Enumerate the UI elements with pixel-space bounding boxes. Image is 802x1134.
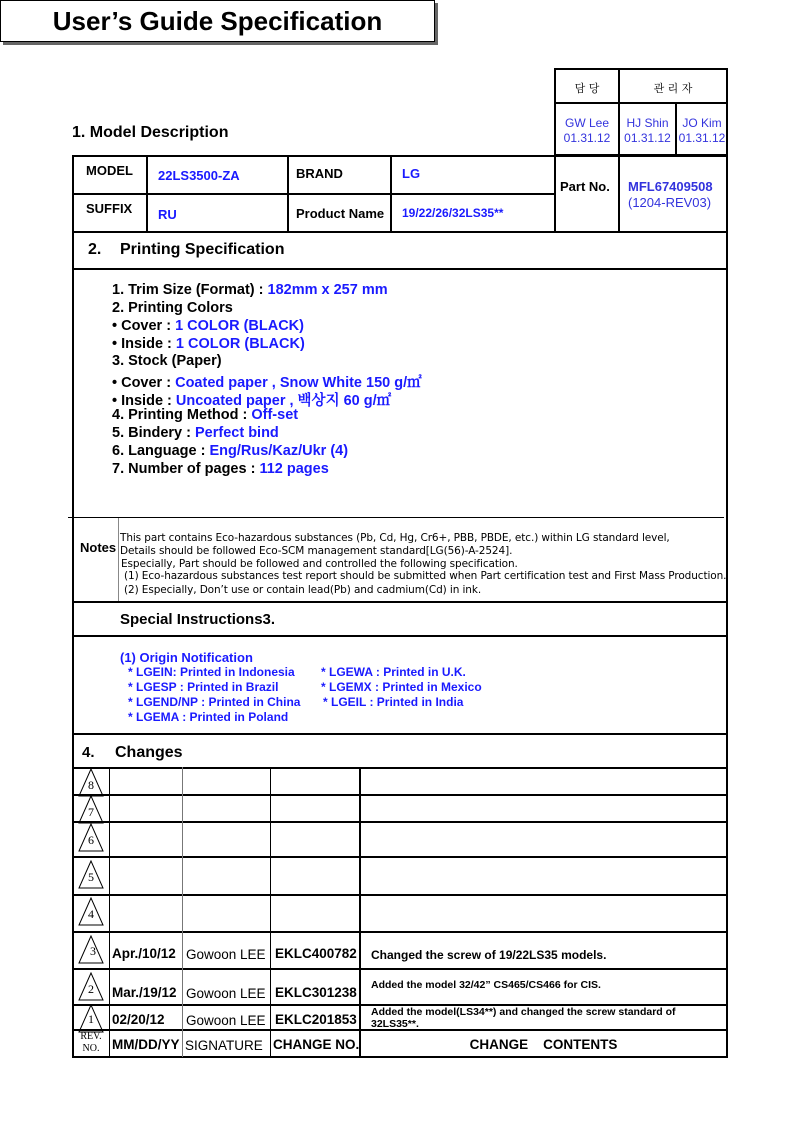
approval-signer: JO Kim 01.31.12	[678, 116, 726, 145]
revision-number: 4	[88, 907, 94, 921]
section-model-description-title: 1. Model Description	[72, 124, 229, 141]
approval-header-manager: 관 리 자	[653, 82, 693, 95]
special-instructions-title: Special Instructions3.	[120, 611, 276, 628]
printing-spec-number: 2.	[88, 241, 102, 258]
spec-printing-method: 4. Printing Method : Off-set	[112, 407, 299, 423]
column-header-date: MM/DD/YY	[112, 1037, 180, 1052]
revision-number: 3	[90, 944, 96, 958]
revision-number: 5	[88, 870, 94, 884]
origin-item: * LGEIL : Printed in India	[323, 695, 464, 709]
revision-number: 2	[88, 982, 94, 996]
spec-stock: 3. Stock (Paper)	[112, 353, 222, 369]
origin-item: * LGEWA : Printed in U.K.	[321, 665, 466, 679]
spec-cover-stock: • Cover : Coated paper , Snow White 150 g/㎡	[112, 375, 422, 391]
brand-label: BRAND	[296, 166, 343, 181]
change-number: EKLC201853	[275, 1012, 357, 1027]
change-date: 02/20/12	[112, 1012, 165, 1027]
revision-number: 6	[88, 833, 94, 847]
revision-number: 8	[88, 778, 94, 792]
origin-notification-title: (1) Origin Notification	[120, 650, 253, 665]
printing-spec-title: Printing Specification	[120, 241, 285, 258]
spec-printing-colors: 2. Printing Colors	[112, 300, 233, 316]
suffix-label: SUFFIX	[86, 201, 133, 216]
page-title: User’s Guide Specification	[0, 0, 435, 42]
change-number: EKLC301238	[275, 985, 357, 1000]
change-number: EKLC400782	[275, 946, 357, 961]
part-no-label: Part No.	[560, 179, 610, 194]
notes-label: Notes	[80, 540, 117, 555]
origin-item: * LGEIN: Printed in Indonesia	[128, 665, 295, 679]
change-contents: Added the model(LS34**) and changed the screw standard of 32LS35**.	[371, 1006, 676, 1028]
spec-inside-color: • Inside : 1 COLOR (BLACK)	[112, 336, 305, 352]
part-no-value: MFL67409508	[628, 179, 713, 194]
spec-inside-stock: • Inside : Uncoated paper , 백상지 60 g/㎡	[112, 393, 392, 409]
origin-item: * LGEND/NP : Printed in China	[128, 695, 301, 709]
product-name-value: 19/22/26/32LS35**	[402, 206, 504, 220]
change-contents: Added the model 32/42” CS465/CS466 for CIS.	[371, 979, 601, 991]
revision-number: 7	[88, 805, 94, 819]
changes-title: Changes	[115, 744, 183, 761]
model-value: 22LS3500-ZA	[158, 168, 240, 183]
model-label: MODEL	[86, 163, 133, 178]
change-date: Apr./10/12	[112, 946, 176, 961]
column-header-signature: SIGNATURE	[185, 1038, 263, 1053]
approval-signer: GW Lee 01.31.12	[563, 116, 611, 145]
approval-signer: HJ Shin 01.31.12	[624, 116, 671, 145]
spec-bindery: 5. Bindery : Perfect bind	[112, 425, 279, 441]
changes-number: 4.	[82, 744, 95, 761]
spec-cover-color: • Cover : 1 COLOR (BLACK)	[112, 318, 304, 334]
column-header-change-no: CHANGE NO.	[273, 1037, 360, 1052]
revision-number: 1	[88, 1012, 94, 1026]
spec-trim-size: 1. Trim Size (Format) : 182mm x 257 mm	[112, 282, 388, 298]
origin-item: * LGEMX : Printed in Mexico	[321, 680, 482, 694]
suffix-value: RU	[158, 207, 177, 222]
origin-item: * LGESP : Printed in Brazil	[128, 680, 279, 694]
spec-number-of-pages: 7. Number of pages : 112 pages	[112, 461, 329, 477]
approval-header-in-charge: 담 당	[574, 82, 600, 95]
column-header-change-contents: CHANGE CONTENTS	[469, 1037, 618, 1052]
part-no-revision: (1204-REV03)	[628, 195, 712, 210]
change-contents: Changed the screw of 19/22LS35 models.	[371, 948, 607, 962]
change-signature: Gowoon LEE	[186, 1013, 266, 1028]
product-name-label: Product Name	[296, 206, 385, 221]
brand-value: LG	[402, 166, 421, 181]
spec-language: 6. Language : Eng/Rus/Kaz/Ukr (4)	[112, 443, 349, 459]
change-date: Mar./19/12	[112, 985, 177, 1000]
change-signature: Gowoon LEE	[186, 986, 266, 1001]
column-header-rev-no: REV. NO.	[80, 1031, 102, 1054]
change-signature: Gowoon LEE	[186, 947, 266, 962]
origin-item: * LGEMA : Printed in Poland	[128, 710, 289, 724]
